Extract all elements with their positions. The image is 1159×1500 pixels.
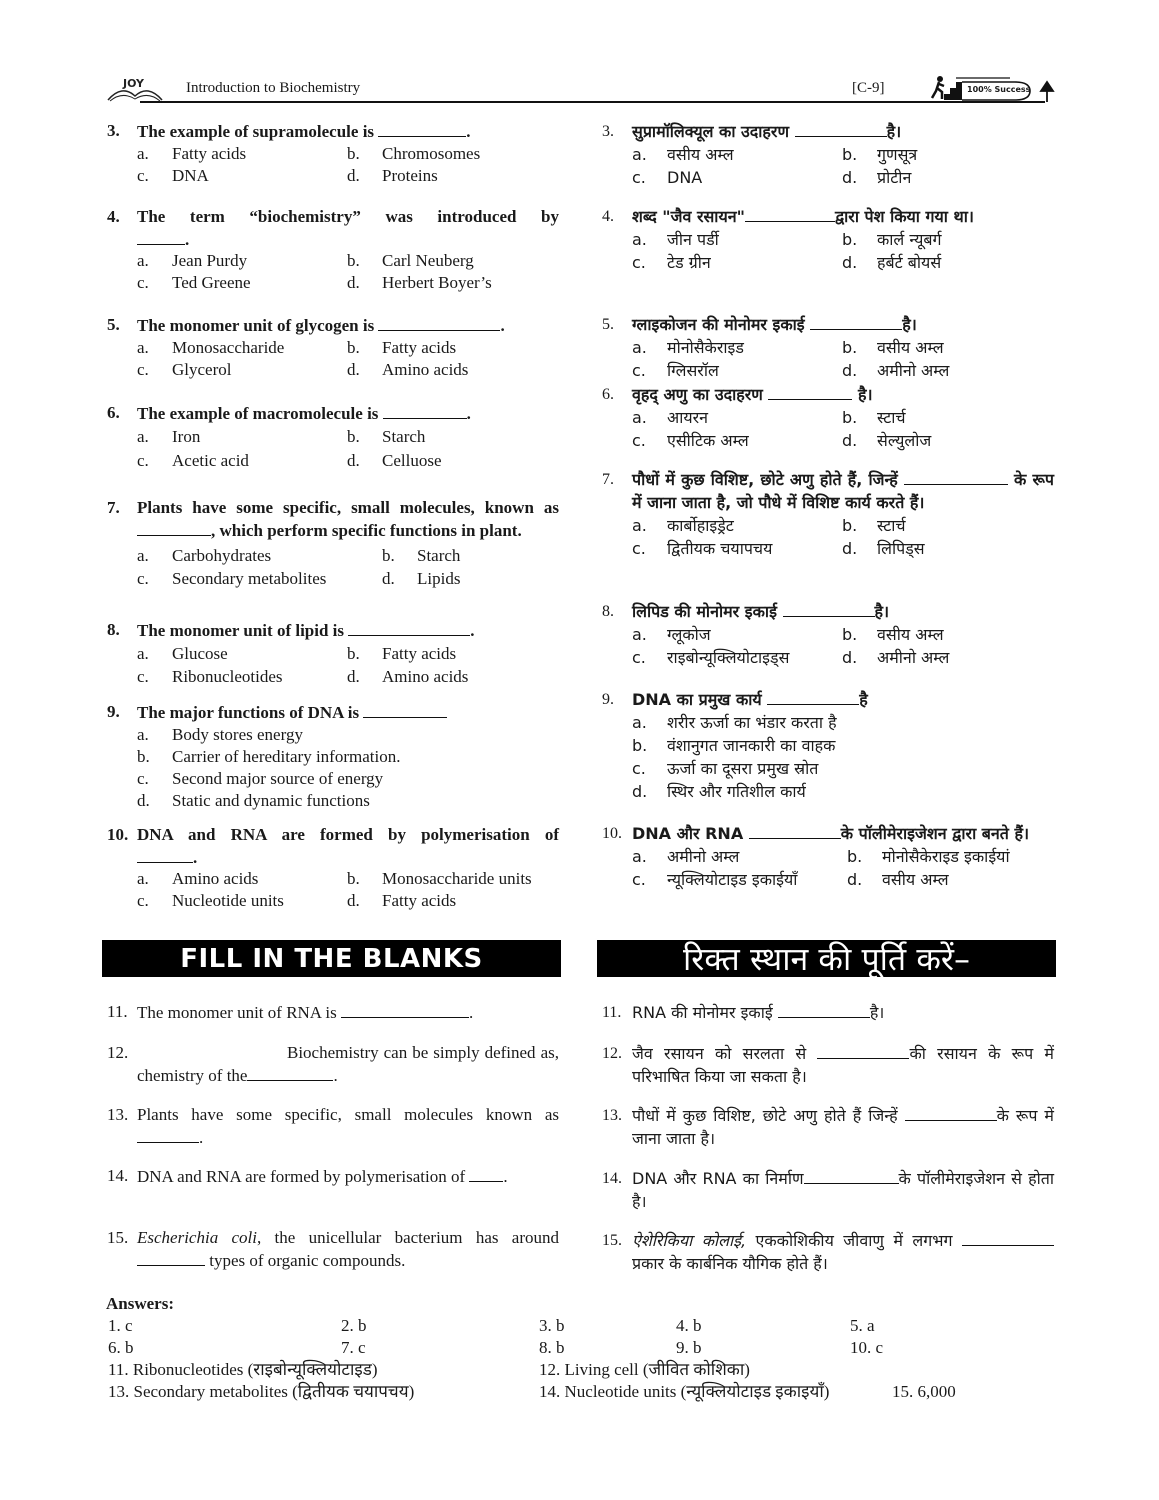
answer-item: 5. a [850, 1316, 875, 1335]
option-a: a. आयरन [632, 408, 709, 427]
mcq-hindi-column [602, 120, 1054, 920]
question-6-hi: 6. वृहद् अणु का उदाहरण है। a. आयरन b. स्टार्च c. एसीटिक अम्ल d. सेल्युलोज [602, 383, 1054, 452]
answer-blank [768, 383, 852, 400]
option-d: d. Celluose [347, 451, 442, 470]
answer-item: 8. b [539, 1338, 565, 1357]
option-c: c. Nucleotide units [137, 891, 284, 910]
option-b: b. कार्ल न्यूबर्ग [842, 230, 942, 249]
question-text: DNA and RNA are formed by polymerisation of [137, 825, 559, 844]
option-a: a. ग्लूकोज [632, 625, 711, 644]
blank-question-15-en: 15. Escherichia coli, the unicellular bacterium has around types of organic compounds. [107, 1228, 559, 1270]
answer-blank [348, 619, 470, 636]
question-3-hi: 3. सुप्रामॉलिक्यूल का उदाहरण है। a. वसीय अम्ल b. गुणसूत्र c. DNA d. प्रोटीन [602, 120, 1054, 189]
answer-blank [383, 402, 467, 419]
answers-row-1 [106, 1315, 1006, 1337]
option-d: d. हर्बर्ट बोयर्स [842, 253, 942, 272]
blank-question-14-en: 14. DNA and RNA are formed by polymerisation of . [107, 1166, 508, 1186]
answer-item: 3. b [539, 1316, 565, 1335]
option-b: b. Monosaccharide units [347, 869, 532, 888]
answer-blank [137, 846, 193, 863]
question-text: Plants have some specific, small molecules, known as [137, 498, 559, 517]
option-d: d. स्थिर और गतिशील कार्य [632, 782, 806, 801]
option-b: b. Starch [382, 546, 461, 565]
answer-blank [817, 1042, 909, 1059]
option-c: c. टेड ग्रीन [632, 253, 711, 272]
option-a: a. अमीनो अम्ल [632, 847, 740, 866]
chapter-title: Introduction to Biochemistry [186, 80, 361, 96]
option-d: d. Herbert Boyer’s [347, 273, 492, 292]
question-4-en: 4. The term “biochemistry” was introduced by . a. Jean Purdy b. Carl Neuberg c. Ted Greene d. Herbert Boyer’s [107, 207, 559, 292]
option-d: d. वसीय अम्ल [847, 870, 949, 889]
answer-blank [783, 600, 875, 617]
option-d: d. Static and dynamic functions [137, 791, 370, 810]
question-text: The example of supramolecule is [137, 122, 375, 141]
option-b: b. Chromosomes [347, 144, 481, 163]
option-b: b. स्टार्च [842, 516, 906, 535]
answer-blank [378, 314, 500, 331]
option-a: a. Amino acids [137, 869, 259, 888]
answer-blank [137, 228, 185, 245]
answer-blank [745, 205, 835, 222]
answer-blank [904, 468, 1008, 485]
option-c: c. Acetic acid [137, 451, 249, 470]
blank-question-13-en: 13. Plants have some specific, small molecules known as . [107, 1105, 559, 1147]
option-a: a. Body stores energy [137, 725, 303, 744]
option-d: d. Amino acids [347, 667, 469, 686]
option-d: d. अमीनो अम्ल [842, 648, 950, 667]
success-badge-label: 100% Success [967, 85, 1031, 94]
question-5-hi: 5. ग्लाइकोजन की मोनोमर इकाई है। a. मोनोसैकेराइड b. वसीय अम्ल c. ग्लिसरॉल d. अमीनो अम्ल [602, 313, 1054, 382]
option-d: d. Lipids [382, 569, 461, 588]
option-a: a. कार्बोहाइड्रेट [632, 516, 734, 535]
answers-row-4 [106, 1381, 1006, 1403]
blank-question-13-hi: 13. पौधों में कुछ विशिष्ट, छोटे अणु होते हैं जिन्हें के रूप में जाना जाता है। [602, 1106, 1054, 1148]
option-d: d. लिपिड्स [842, 539, 925, 558]
option-c: c. Second major source of energy [137, 769, 384, 788]
option-a: a. Jean Purdy [137, 251, 248, 270]
option-a: a. Fatty acids [137, 144, 247, 163]
fill-blanks-banner-hi: रिक्त स्थान की पूर्ति करें– [597, 940, 1056, 977]
question-text: The example of macromolecule is [137, 404, 379, 423]
answer-item: 1. c [108, 1316, 133, 1335]
answer-item: 14. Nucleotide units (न्यूक्लियोटाइड इकाइयाँ) [539, 1382, 830, 1401]
answer-blank [810, 313, 902, 330]
option-c: c. Ted Greene [137, 273, 251, 292]
answer-blank [749, 822, 841, 839]
answer-blank [767, 688, 859, 705]
question-6-en: 6. The example of macromolecule is . a. Iron b. Starch c. Acetic acid d. Celluose [107, 402, 559, 473]
answer-item: 13. Secondary metabolites (द्वितीयक चयापचय) [108, 1382, 415, 1401]
answer-blank [137, 1249, 205, 1266]
page-header [104, 74, 1059, 104]
option-c: c. ऊर्जा का दूसरा प्रमुख स्रोत [632, 759, 819, 778]
option-b: b. Carl Neuberg [347, 251, 474, 270]
blank-question-11-hi: 11. RNA की मोनोमर इकाई है। [602, 1003, 885, 1022]
option-a: a. Glucose [137, 644, 228, 663]
option-b: b. वसीय अम्ल [842, 338, 944, 357]
answer-item: 7. c [341, 1338, 366, 1357]
answer-blank [363, 701, 447, 718]
option-b: b. Carrier of hereditary information. [137, 747, 401, 766]
blank-question-14-hi: 14. DNA और RNA का निर्माण के पॉलीमेराइजेशन से होता है। [602, 1169, 1054, 1211]
question-10-hi: 10. DNA और RNA के पॉलीमेराइजेशन द्वारा बनते हैं। a. अमीनो अम्ल b. मोनोसैकेराइड इकाईयां c. न्यूक्लियोटाइड इकाईयाँ d. वसीय अम्ल [602, 822, 1054, 891]
logo-text: JOY [123, 77, 145, 90]
page-number: [C-9] [852, 80, 885, 96]
answer-item: 15. 6,000 [892, 1382, 956, 1401]
option-b: b. Fatty acids [347, 338, 457, 357]
answers-row-3 [106, 1359, 1006, 1381]
answer-item: 4. b [676, 1316, 702, 1335]
question-7-en: 7. Plants have some specific, small molecules, known as, which perform specific functions in plant. a. Carbohydrates b. Starch c. Secondary metabolites d. Lipids [107, 498, 559, 588]
option-b: b. वसीय अम्ल [842, 625, 944, 644]
question-text: The major functions of DNA is [137, 703, 360, 722]
option-c: c. द्वितीयक चयापचय [632, 539, 773, 558]
option-c: c. राइबोन्यूक्लियोटाइड्स [632, 648, 790, 667]
option-d: d. अमीनो अम्ल [842, 361, 950, 380]
option-a: a. Monosaccharide [137, 338, 285, 357]
answer-blank [247, 1064, 333, 1081]
option-a: a. मोनोसैकेराइड [632, 338, 744, 357]
answer-blank [378, 120, 466, 137]
question-8-hi: 8. लिपिड की मोनोमर इकाई है। a. ग्लूकोज b. वसीय अम्ल c. राइबोन्यूक्लियोटाइड्स d. अमीनो अम्ल [602, 600, 1054, 669]
blank-question-12-hi: 12. जैव रसायन को सरलता से की रसायन के रूप में परिभाषित किया जा सकता है। [602, 1044, 1054, 1086]
answer-item: 9. b [676, 1338, 702, 1357]
blank-question-15-hi: 15. ऐशेरिकिया कोलाई, एककोशिकीय जीवाणु में लगभग प्रकार के कार्बनिक यौगिक होते हैं। [602, 1229, 1054, 1275]
mcq-english-column [107, 120, 559, 920]
answer-blank [778, 1001, 870, 1018]
question-9-en: 9. The major functions of DNA is a. Body stores energy b. Carrier of hereditary information. c. Second major source of energy d. Static and dynamic functions [107, 701, 559, 812]
header-rule [140, 101, 1045, 103]
answer-item: 12. Living cell (जीवित कोशिका) [539, 1360, 750, 1379]
option-c: c. DNA [632, 168, 703, 187]
question-4-hi: 4. शब्द "जैव रसायन" द्वारा पेश किया गया था। a. जीन पर्डी b. कार्ल न्यूबर्ग c. टेड ग्रीन d. हर्बर्ट बोयर्स [602, 205, 1054, 274]
option-a: a. शरीर ऊर्जा का भंडार करता है [632, 713, 837, 732]
fill-blanks-hindi [602, 1001, 1054, 1281]
fill-blanks-banner-en: FILL IN THE BLANKS [102, 940, 561, 977]
answer-blank [804, 1167, 899, 1184]
answer-blank [137, 1126, 199, 1143]
option-a: a. जीन पर्डी [632, 230, 719, 249]
option-c: c. Glycerol [137, 360, 232, 379]
answer-blank [905, 1104, 997, 1121]
answers-row-2 [106, 1337, 1006, 1359]
option-b: b. वंशानुगत जानकारी का वाहक [632, 736, 836, 755]
answer-blank [962, 1229, 1054, 1246]
option-b: b. Starch [347, 427, 426, 446]
answer-item: 11. Ribonucleotides (राइबोन्यूक्लियोटाइड) [108, 1360, 378, 1379]
answer-item: 10. c [850, 1338, 884, 1357]
option-d: d. Proteins [347, 166, 438, 185]
option-c: c. ग्लिसरॉल [632, 361, 719, 380]
answers-title: Answers: [106, 1294, 174, 1313]
question-number: 3. [107, 121, 120, 140]
answer-item: 6. b [108, 1338, 134, 1357]
option-b: b. Fatty acids [347, 644, 457, 663]
option-c: c. एसीटिक अम्ल [632, 431, 749, 450]
option-a: a. वसीय अम्ल [632, 145, 734, 164]
option-c: c. Ribonucleotides [137, 667, 283, 686]
option-a: a. Iron [137, 427, 201, 446]
option-d: d. Fatty acids [347, 891, 457, 910]
answer-blank [469, 1165, 503, 1182]
option-a: a. Carbohydrates [137, 546, 272, 565]
answer-blank [795, 120, 887, 137]
question-9-hi: 9. DNA का प्रमुख कार्य है a. शरीर ऊर्जा का भंडार करता है b. वंशानुगत जानकारी का वाहक c. ऊर्जा का दूसरा प्रमुख स्रोत d. स्थिर और गतिशील कार्य [602, 688, 1054, 803]
option-d: d. सेल्युलोज [842, 431, 932, 450]
question-text: The monomer unit of glycogen is [137, 316, 375, 335]
joy-book-logo-icon [104, 74, 166, 104]
option-c: c. Secondary metabolites [137, 569, 327, 588]
question-8-en: 8. The monomer unit of lipid is . a. Glucose b. Fatty acids c. Ribonucleotides d. Amino acids [107, 619, 559, 688]
blank-question-12-en: 12. Biochemistry can be simply defined as, chemistry of the . [107, 1043, 559, 1085]
option-b: b. गुणसूत्र [842, 145, 918, 164]
option-c: c. DNA [137, 166, 209, 185]
question-text: The monomer unit of lipid is [137, 621, 345, 640]
option-d: d. प्रोटीन [842, 168, 912, 187]
question-text: The term “biochemistry” was introduced by [137, 207, 559, 226]
question-10-en: 10. DNA and RNA are formed by polymerisation of . a. Amino acids b. Monosaccharide units c. Nucleotide units d. Fatty acids [107, 825, 559, 910]
option-b: b. स्टार्च [842, 408, 906, 427]
fill-blanks-english [107, 1001, 559, 1281]
option-b: b. मोनोसैकेराइड इकाईयां [847, 847, 1010, 866]
blank-question-11-en: 11. The monomer unit of RNA is . [107, 1002, 474, 1022]
question-7-hi: 7. पौधों में कुछ विशिष्ट, छोटे अणु होते हैं, जिन्हें के रूप में जाना जाता है, जो पौधे में विशिष्ट कार्य करते हैं। a. कार्बोहाइड्रेट b. स्टार्च c. द्वितीयक चयापचय d. लिपिड्स [602, 470, 1054, 558]
option-d: d. Amino acids [347, 360, 469, 379]
answers-section [106, 1293, 1006, 1403]
option-c: c. न्यूक्लियोटाइड इकाईयाँ [632, 870, 798, 889]
question-5-en: 5. The monomer unit of glycogen is . a. Monosaccharide b. Fatty acids c. Glycerol d. Amino acids [107, 314, 559, 381]
answer-blank [137, 519, 211, 536]
question-3-en: 3. The example of supramolecule is . a. Fatty acids b. Chromosomes c. DNA d. Proteins [107, 120, 559, 187]
answer-item: 2. b [341, 1316, 367, 1335]
answer-blank [341, 1001, 469, 1018]
